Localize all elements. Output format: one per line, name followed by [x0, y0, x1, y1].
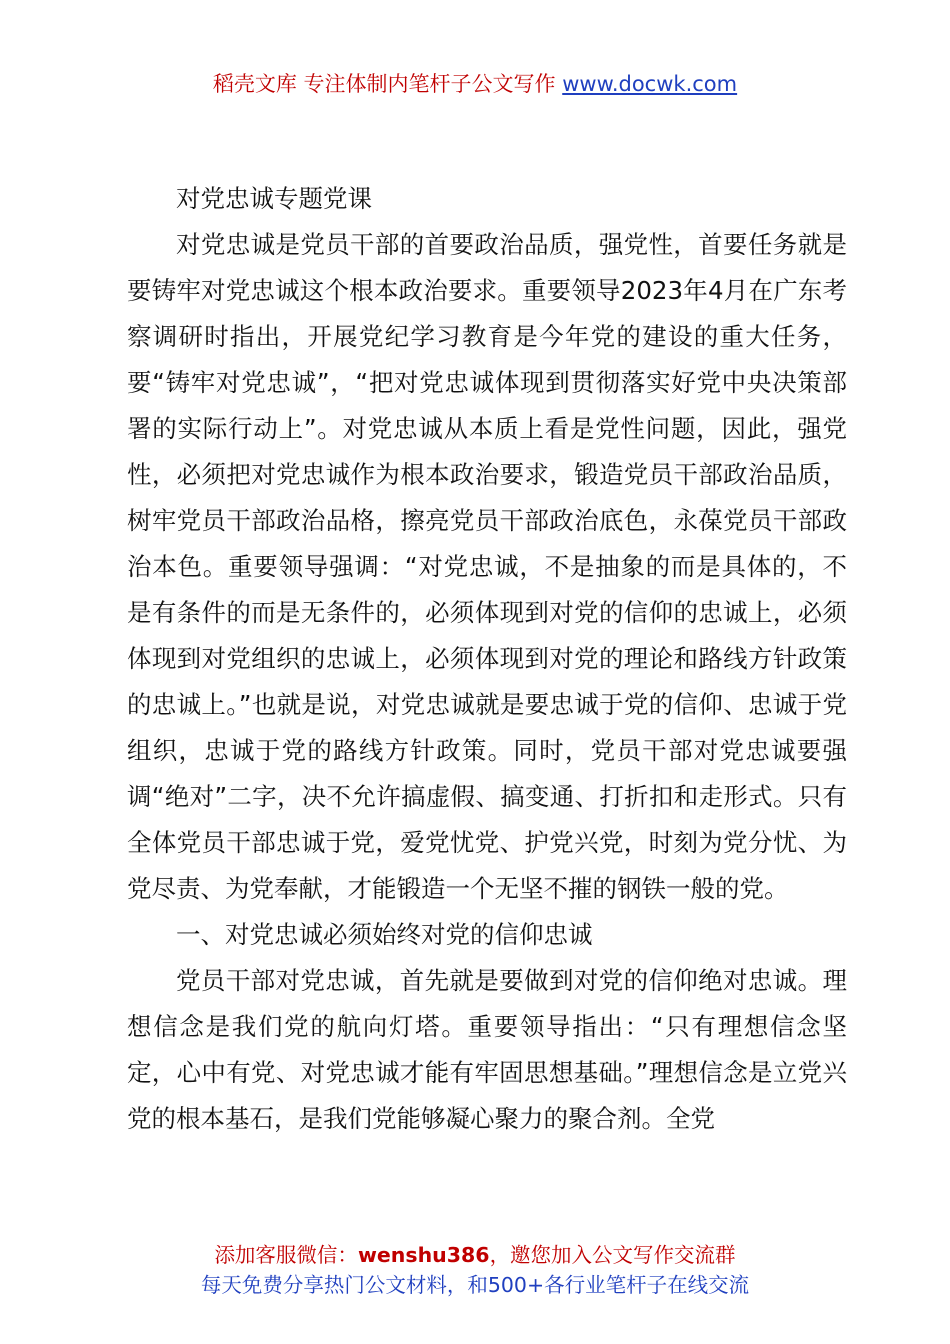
page-header [0, 68, 950, 100]
footer-promo-line: 每天免费分享热门公文材料，和500+各行业笔杆子在线交流 [200, 1273, 750, 1297]
header-brand-text: 稻壳文库 专注体制内笔杆子公文写作 [212, 72, 563, 96]
document-body [127, 176, 847, 1142]
section-1-paragraph: 党员干部对党忠诚，首先就是要做到对党的信仰绝对忠诚。理想信念是我们党的航向灯塔。重要领导指出：“只有理想信念坚定，心中有党、对党忠诚才能有牢固思想基础。”理想信念是立党兴党的根本基石，是我们党能够凝心聚力的聚合剂。全党 [127, 966, 847, 1133]
footer-contact-suffix: ，邀您加入公文写作交流群 [489, 1243, 736, 1267]
section-1-heading: 一、对党忠诚必须始终对党的信仰忠诚 [176, 920, 593, 949]
header-website-link[interactable]: www.docwk.com [562, 72, 738, 96]
page-footer [0, 1240, 950, 1300]
footer-contact-line [0, 1240, 950, 1270]
footer-contact-prefix: 添加客服微信： [214, 1243, 358, 1267]
document-title: 对党忠诚专题党课 [176, 184, 372, 213]
intro-paragraph: 对党忠诚是党员干部的首要政治品质，强党性，首要任务就是要铸牢对党忠诚这个根本政治要求。重要领导2023年4月在广东考察调研时指出，开展党纪学习教育是今年党的建设的重大任务，要“铸牢对党忠诚”，“把对党忠诚体现到贯彻落实好党中央决策部署的实际行动上”。对党忠诚从本质上看是党性问题，因此，强党性，必须把对党忠诚作为根本政治要求，锻造党员干部政治品质，树牢党员干部政治品格，擦亮党员干部政治底色，永葆党员干部政治本色。重要领导强调：“对党忠诚，不是抽象的而是具体的，不是有条件的而是无条件的，必须体现到对党的信仰的忠诚上，必须体现到对党组织的忠诚上，必须体现到对党的理论和路线方针政策的忠诚上。”也就是说，对党忠诚就是要忠诚于党的信仰、忠诚于党组织，忠诚于党的路线方针政策。同时，党员干部对党忠诚要强调“绝对”二字，决不允许搞虚假、搞变通、打折扣和走形式。只有全体党员干部忠诚于党，爱党忧党、护党兴党，时刻为党分忧、为党尽责、为党奉献，才能锻造一个无坚不摧的钢铁一般的党。 [127, 230, 847, 903]
footer-wechat-id: wenshu386 [357, 1243, 490, 1267]
